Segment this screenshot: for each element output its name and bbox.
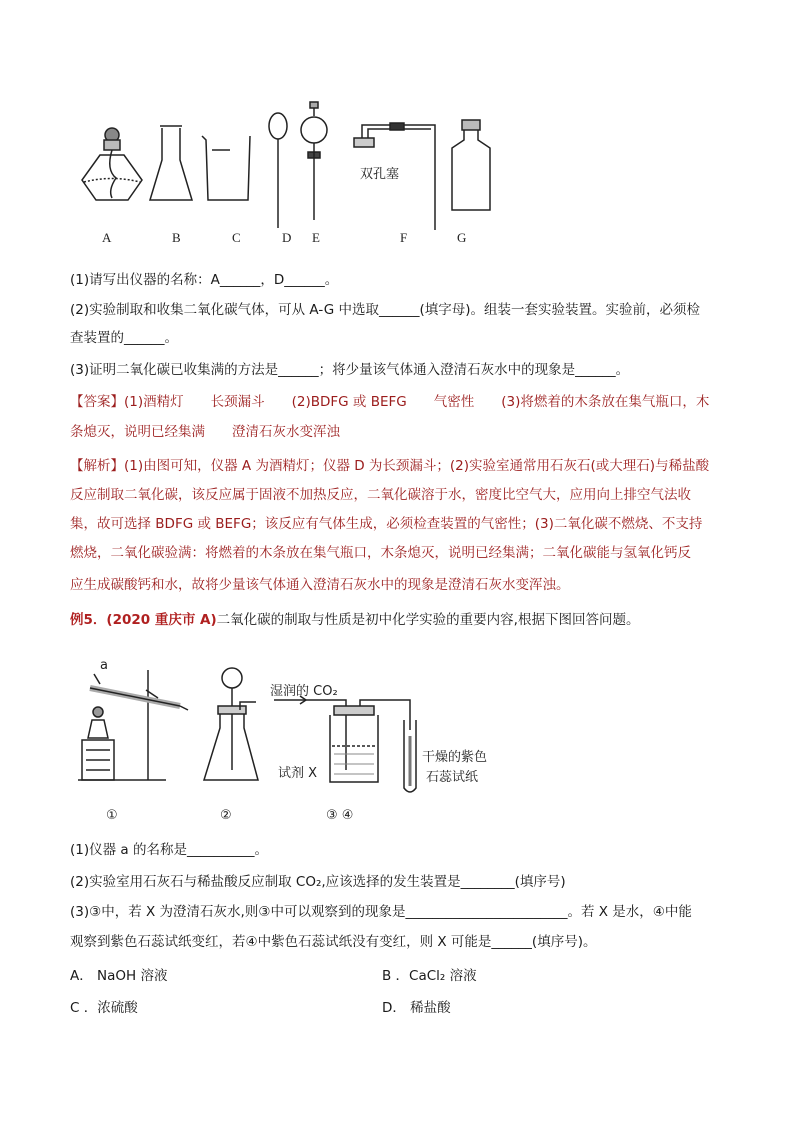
question-1-1: (1)请写出仪器的名称：A______，D______。: [70, 272, 339, 288]
label-g: G: [457, 230, 467, 245]
stopper-label: 双孔塞: [360, 166, 400, 181]
analysis-line-4: 燃烧，二氧化碳验满：将燃着的木条放在集气瓶口，木条熄灭，说明已经集满；二氧化碳能与氢氧化钙反: [70, 545, 691, 561]
dry-paper-label-1: 干燥的紫色: [422, 750, 488, 765]
label-b: B: [172, 230, 181, 245]
caption-1: ①: [106, 808, 118, 823]
question-2-3b: 观察到紫色石蕊试纸变红，若④中紫色石蕊试纸没有变红，则 X 可能是______(填序号)。: [70, 934, 597, 950]
option-a: A． NaOH 溶液: [70, 968, 168, 984]
caption-2: ②: [220, 808, 232, 823]
answer-line-2: 条熄灭，说明已经集满 澄清石灰水变浑浊: [70, 424, 340, 440]
label-c: C: [232, 230, 241, 245]
alcohol-lamp-icon: [82, 128, 142, 200]
long-neck-funnel-icon: [269, 113, 287, 228]
test-tube-icon: [400, 700, 416, 792]
conical-flask-icon: [150, 126, 192, 200]
analysis-line-3: 集，故可选择 BDFG 或 BEFG；该反应有气体生成，必须检查装置的气密性；(3)二氧化碳不燃烧、不支持: [70, 516, 703, 532]
gas-bottle-icon: [452, 120, 490, 210]
label-a: A: [102, 230, 112, 245]
beaker-icon: [202, 136, 250, 200]
question-1-2b: 查装置的______。: [70, 330, 178, 346]
example-5-text: 二氧化碳的制取与性质是初中化学实验的重要内容,根据下图回答问题。: [216, 612, 640, 628]
co2-setup-drawings: [70, 650, 530, 830]
flask-funnel-icon: [204, 668, 258, 780]
example-5-heading: [70, 610, 639, 630]
question-1-2a: (2)实验制取和收集二氧化碳气体，可从 A-G 中选取______(填字母)。组装一套实验装置。实验前，必须检: [70, 302, 701, 318]
analysis-line-5: 应生成碳酸钙和水，故将少量该气体通入澄清石灰水中的现象是澄清石灰水变浑浊。: [70, 577, 570, 593]
option-c: C ．浓硫酸: [70, 1000, 138, 1016]
question-1-3: (3)证明二氧化碳已收集满的方法是______；将少量该气体通入澄清石灰水中的现象是______。: [70, 362, 630, 378]
apparatus-figure-2: [70, 650, 530, 830]
label-f: F: [400, 230, 408, 245]
wash-bottle-icon: [306, 700, 400, 782]
analysis-line-2: 反应制取二氧化碳，该反应属于固液不加热反应，二氧化碳溶于水，密度比空气大，应用向上排空气法收: [70, 487, 691, 503]
reagent-x-label: 试剂 X: [278, 766, 318, 781]
analysis-line-1: 【解析】(1)由图可知，仪器 A 为酒精灯；仪器 D 为长颈漏斗；(2)实验室通常用石灰石(或大理石)与稀盐酸: [70, 458, 710, 474]
moist-co2-label: 湿润的 CO₂: [270, 684, 338, 699]
option-b: B ．CaCl₂ 溶液: [382, 968, 477, 984]
answer-line-1: 【答案】(1)酒精灯 长颈漏斗 (2)BDFG 或 BEFG 气密性 (3)将燃着的木条放在集气瓶口，木: [70, 394, 710, 410]
label-instrument-a: a: [100, 658, 108, 673]
example-5-source: 例5．(2020 重庆市 A): [70, 612, 217, 628]
label-d: D: [282, 230, 292, 245]
question-2-2: (2)实验室用石灰石与稀盐酸反应制取 CO₂,应该选择的发生装置是________(填序号): [70, 874, 566, 890]
label-e: E: [312, 230, 320, 245]
apparatus-figure-1: [70, 100, 510, 260]
separatory-funnel-icon: [301, 102, 327, 220]
question-2-3a: (3)③中，若 X 为澄清石灰水,则③中可以观察到的现象是________________________。若 X 是水，④中能: [70, 904, 692, 920]
question-2-1: (1)仪器 a 的名称是__________。: [70, 842, 268, 858]
option-d: D． 稀盐酸: [382, 1000, 451, 1016]
heating-setup-icon: [78, 670, 188, 780]
caption-3-4: ③ ④: [326, 808, 354, 823]
dry-paper-label-2: 石蕊试纸: [426, 770, 479, 785]
